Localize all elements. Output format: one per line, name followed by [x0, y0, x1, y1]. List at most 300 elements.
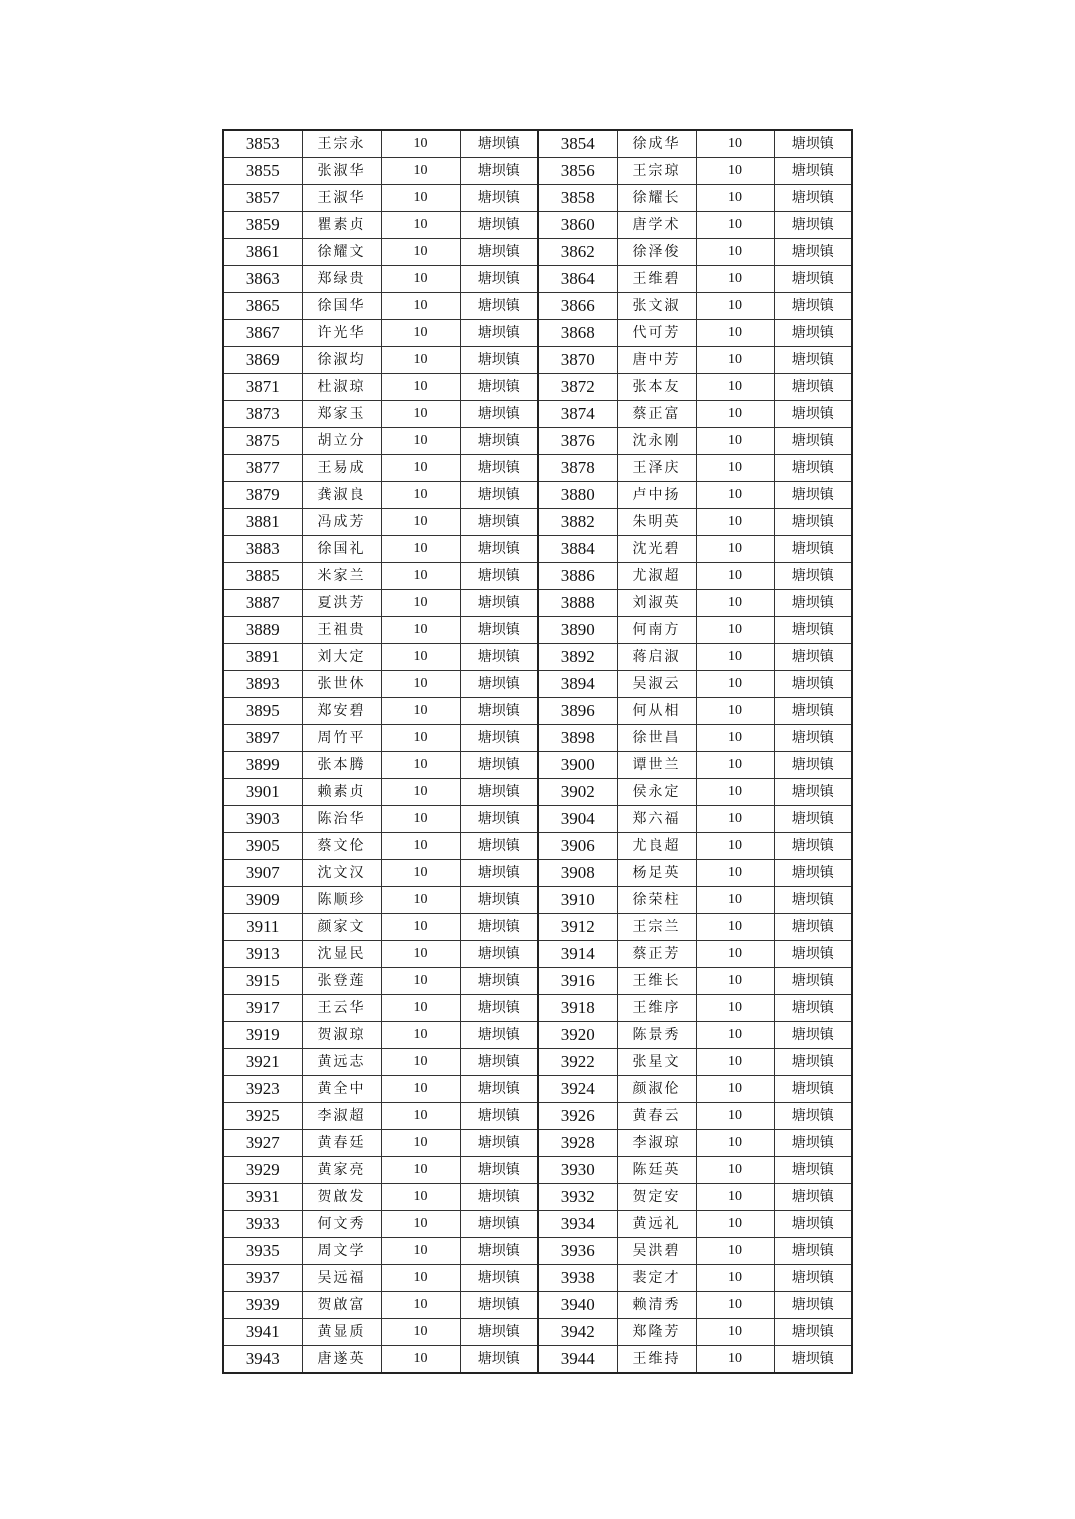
person-name-cell: 吴洪碧 [617, 1238, 696, 1265]
table-row [223, 428, 852, 455]
town-cell: 塘坝镇 [460, 1346, 538, 1374]
record-id-cell: 3932 [538, 1184, 617, 1211]
town-cell: 塘坝镇 [774, 725, 852, 752]
person-name-cell: 吴淑云 [617, 671, 696, 698]
person-name-cell: 冯成芳 [302, 509, 381, 536]
amount-cell: 10 [381, 130, 460, 158]
record-id-cell: 3857 [223, 185, 302, 212]
record-id-cell: 3921 [223, 1049, 302, 1076]
record-id-cell: 3909 [223, 887, 302, 914]
town-cell: 塘坝镇 [460, 698, 538, 725]
person-name-cell: 杜淑琼 [302, 374, 381, 401]
amount-cell: 10 [381, 509, 460, 536]
person-name-cell: 沈文汉 [302, 860, 381, 887]
town-cell: 塘坝镇 [460, 1265, 538, 1292]
amount-cell: 10 [696, 239, 774, 266]
town-cell: 塘坝镇 [774, 806, 852, 833]
amount-cell: 10 [381, 158, 460, 185]
person-name-cell: 颜淑伦 [617, 1076, 696, 1103]
table-row [223, 617, 852, 644]
amount-cell: 10 [696, 1184, 774, 1211]
record-id-cell: 3892 [538, 644, 617, 671]
town-cell: 塘坝镇 [774, 1076, 852, 1103]
table-row [223, 968, 852, 995]
table-row [223, 1022, 852, 1049]
town-cell: 塘坝镇 [460, 158, 538, 185]
amount-cell: 10 [381, 860, 460, 887]
record-id-cell: 3929 [223, 1157, 302, 1184]
record-id-cell: 3878 [538, 455, 617, 482]
town-cell: 塘坝镇 [774, 509, 852, 536]
person-name-cell: 沈显民 [302, 941, 381, 968]
town-cell: 塘坝镇 [774, 428, 852, 455]
town-cell: 塘坝镇 [460, 1238, 538, 1265]
table-row [223, 563, 852, 590]
table-row [223, 1292, 852, 1319]
table-row [223, 1265, 852, 1292]
record-id-cell: 3899 [223, 752, 302, 779]
record-id-cell: 3908 [538, 860, 617, 887]
town-cell: 塘坝镇 [774, 1346, 852, 1374]
record-id-cell: 3889 [223, 617, 302, 644]
record-id-cell: 3890 [538, 617, 617, 644]
record-id-cell: 3873 [223, 401, 302, 428]
record-id-cell: 3883 [223, 536, 302, 563]
record-id-cell: 3933 [223, 1211, 302, 1238]
table-row [223, 914, 852, 941]
town-cell: 塘坝镇 [460, 482, 538, 509]
town-cell: 塘坝镇 [774, 158, 852, 185]
record-id-cell: 3891 [223, 644, 302, 671]
record-id-cell: 3900 [538, 752, 617, 779]
amount-cell: 10 [696, 185, 774, 212]
record-id-cell: 3897 [223, 725, 302, 752]
amount-cell: 10 [381, 698, 460, 725]
town-cell: 塘坝镇 [774, 293, 852, 320]
amount-cell: 10 [696, 347, 774, 374]
record-id-cell: 3893 [223, 671, 302, 698]
person-name-cell: 朱明英 [617, 509, 696, 536]
amount-cell: 10 [696, 941, 774, 968]
town-cell: 塘坝镇 [460, 887, 538, 914]
town-cell: 塘坝镇 [774, 1049, 852, 1076]
amount-cell: 10 [381, 1265, 460, 1292]
record-id-cell: 3923 [223, 1076, 302, 1103]
person-name-cell: 沈光碧 [617, 536, 696, 563]
person-name-cell: 陈廷英 [617, 1157, 696, 1184]
person-name-cell: 尤淑超 [617, 563, 696, 590]
amount-cell: 10 [696, 130, 774, 158]
town-cell: 塘坝镇 [460, 428, 538, 455]
record-id-cell: 3905 [223, 833, 302, 860]
record-id-cell: 3907 [223, 860, 302, 887]
amount-cell: 10 [381, 617, 460, 644]
table-row [223, 482, 852, 509]
town-cell: 塘坝镇 [774, 887, 852, 914]
town-cell: 塘坝镇 [460, 293, 538, 320]
amount-cell: 10 [381, 455, 460, 482]
town-cell: 塘坝镇 [774, 1211, 852, 1238]
amount-cell: 10 [381, 1346, 460, 1374]
person-name-cell: 徐荣柱 [617, 887, 696, 914]
record-id-cell: 3927 [223, 1130, 302, 1157]
person-name-cell: 刘淑英 [617, 590, 696, 617]
amount-cell: 10 [381, 914, 460, 941]
town-cell: 塘坝镇 [460, 1319, 538, 1346]
person-name-cell: 蔡正芳 [617, 941, 696, 968]
town-cell: 塘坝镇 [774, 1238, 852, 1265]
table-row [223, 374, 852, 401]
town-cell: 塘坝镇 [460, 563, 538, 590]
person-name-cell: 黄全中 [302, 1076, 381, 1103]
town-cell: 塘坝镇 [774, 1157, 852, 1184]
town-cell: 塘坝镇 [460, 347, 538, 374]
town-cell: 塘坝镇 [774, 1130, 852, 1157]
person-name-cell: 王宗琼 [617, 158, 696, 185]
amount-cell: 10 [696, 1238, 774, 1265]
amount-cell: 10 [696, 671, 774, 698]
town-cell: 塘坝镇 [774, 266, 852, 293]
amount-cell: 10 [696, 698, 774, 725]
table-row [223, 1076, 852, 1103]
town-cell: 塘坝镇 [774, 130, 852, 158]
record-id-cell: 3898 [538, 725, 617, 752]
amount-cell: 10 [381, 806, 460, 833]
record-id-cell: 3941 [223, 1319, 302, 1346]
table-row [223, 1211, 852, 1238]
town-cell: 塘坝镇 [774, 671, 852, 698]
table-row [223, 590, 852, 617]
amount-cell: 10 [696, 1292, 774, 1319]
table-row [223, 644, 852, 671]
record-id-cell: 3939 [223, 1292, 302, 1319]
amount-cell: 10 [696, 725, 774, 752]
record-id-cell: 3926 [538, 1103, 617, 1130]
amount-cell: 10 [381, 536, 460, 563]
town-cell: 塘坝镇 [774, 1292, 852, 1319]
town-cell: 塘坝镇 [460, 644, 538, 671]
amount-cell: 10 [381, 428, 460, 455]
amount-cell: 10 [381, 725, 460, 752]
record-id-cell: 3867 [223, 320, 302, 347]
amount-cell: 10 [381, 590, 460, 617]
amount-cell: 10 [696, 995, 774, 1022]
person-name-cell: 李淑超 [302, 1103, 381, 1130]
person-name-cell: 龚淑良 [302, 482, 381, 509]
person-name-cell: 侯永定 [617, 779, 696, 806]
record-id-cell: 3919 [223, 1022, 302, 1049]
person-name-cell: 郑绿贵 [302, 266, 381, 293]
amount-cell: 10 [696, 1103, 774, 1130]
record-id-cell: 3914 [538, 941, 617, 968]
amount-cell: 10 [696, 833, 774, 860]
amount-cell: 10 [696, 752, 774, 779]
record-id-cell: 3913 [223, 941, 302, 968]
record-id-cell: 3856 [538, 158, 617, 185]
person-name-cell: 吴远福 [302, 1265, 381, 1292]
town-cell: 塘坝镇 [460, 1049, 538, 1076]
record-id-cell: 3863 [223, 266, 302, 293]
amount-cell: 10 [696, 1022, 774, 1049]
town-cell: 塘坝镇 [460, 509, 538, 536]
amount-cell: 10 [381, 1238, 460, 1265]
amount-cell: 10 [381, 1022, 460, 1049]
table-row [223, 941, 852, 968]
record-id-cell: 3918 [538, 995, 617, 1022]
record-id-cell: 3915 [223, 968, 302, 995]
amount-cell: 10 [696, 1265, 774, 1292]
amount-cell: 10 [381, 752, 460, 779]
record-id-cell: 3928 [538, 1130, 617, 1157]
record-id-cell: 3875 [223, 428, 302, 455]
record-id-cell: 3911 [223, 914, 302, 941]
person-name-cell: 王易成 [302, 455, 381, 482]
amount-cell: 10 [696, 1319, 774, 1346]
amount-cell: 10 [381, 293, 460, 320]
town-cell: 塘坝镇 [460, 130, 538, 158]
table-row [223, 266, 852, 293]
town-cell: 塘坝镇 [774, 995, 852, 1022]
person-name-cell: 周文学 [302, 1238, 381, 1265]
amount-cell: 10 [381, 320, 460, 347]
town-cell: 塘坝镇 [774, 779, 852, 806]
person-name-cell: 徐淑均 [302, 347, 381, 374]
record-id-cell: 3896 [538, 698, 617, 725]
town-cell: 塘坝镇 [774, 239, 852, 266]
amount-cell: 10 [696, 1211, 774, 1238]
roster-table [222, 129, 853, 1374]
table-row [223, 212, 852, 239]
amount-cell: 10 [381, 833, 460, 860]
person-name-cell: 黄远志 [302, 1049, 381, 1076]
record-id-cell: 3944 [538, 1346, 617, 1374]
amount-cell: 10 [696, 293, 774, 320]
town-cell: 塘坝镇 [460, 212, 538, 239]
record-id-cell: 3910 [538, 887, 617, 914]
record-id-cell: 3872 [538, 374, 617, 401]
amount-cell: 10 [381, 1319, 460, 1346]
town-cell: 塘坝镇 [774, 590, 852, 617]
town-cell: 塘坝镇 [460, 455, 538, 482]
table-row [223, 779, 852, 806]
town-cell: 塘坝镇 [774, 185, 852, 212]
person-name-cell: 代可芳 [617, 320, 696, 347]
person-name-cell: 张本友 [617, 374, 696, 401]
person-name-cell: 张星文 [617, 1049, 696, 1076]
person-name-cell: 郑隆芳 [617, 1319, 696, 1346]
roster-table-body [223, 130, 852, 1373]
table-row [223, 833, 852, 860]
person-name-cell: 李淑琼 [617, 1130, 696, 1157]
amount-cell: 10 [381, 1292, 460, 1319]
record-id-cell: 3870 [538, 347, 617, 374]
town-cell: 塘坝镇 [460, 1157, 538, 1184]
town-cell: 塘坝镇 [460, 995, 538, 1022]
table-row [223, 1103, 852, 1130]
town-cell: 塘坝镇 [460, 320, 538, 347]
record-id-cell: 3868 [538, 320, 617, 347]
amount-cell: 10 [381, 563, 460, 590]
person-name-cell: 贺定安 [617, 1184, 696, 1211]
amount-cell: 10 [381, 1076, 460, 1103]
town-cell: 塘坝镇 [460, 1076, 538, 1103]
person-name-cell: 胡立分 [302, 428, 381, 455]
town-cell: 塘坝镇 [460, 968, 538, 995]
amount-cell: 10 [696, 428, 774, 455]
amount-cell: 10 [381, 995, 460, 1022]
record-id-cell: 3912 [538, 914, 617, 941]
amount-cell: 10 [696, 1130, 774, 1157]
record-id-cell: 3874 [538, 401, 617, 428]
record-id-cell: 3904 [538, 806, 617, 833]
person-name-cell: 徐耀文 [302, 239, 381, 266]
amount-cell: 10 [381, 212, 460, 239]
record-id-cell: 3888 [538, 590, 617, 617]
table-row [223, 536, 852, 563]
record-id-cell: 3936 [538, 1238, 617, 1265]
record-id-cell: 3876 [538, 428, 617, 455]
town-cell: 塘坝镇 [460, 752, 538, 779]
person-name-cell: 徐国华 [302, 293, 381, 320]
town-cell: 塘坝镇 [774, 401, 852, 428]
amount-cell: 10 [696, 968, 774, 995]
amount-cell: 10 [696, 563, 774, 590]
town-cell: 塘坝镇 [774, 968, 852, 995]
amount-cell: 10 [696, 320, 774, 347]
table-row [223, 752, 852, 779]
amount-cell: 10 [696, 509, 774, 536]
table-row [223, 1346, 852, 1374]
amount-cell: 10 [696, 914, 774, 941]
amount-cell: 10 [381, 266, 460, 293]
table-row [223, 1049, 852, 1076]
amount-cell: 10 [381, 887, 460, 914]
amount-cell: 10 [381, 374, 460, 401]
amount-cell: 10 [381, 401, 460, 428]
record-id-cell: 3930 [538, 1157, 617, 1184]
amount-cell: 10 [696, 806, 774, 833]
town-cell: 塘坝镇 [774, 1265, 852, 1292]
table-row [223, 671, 852, 698]
person-name-cell: 唐中芳 [617, 347, 696, 374]
person-name-cell: 王淑华 [302, 185, 381, 212]
town-cell: 塘坝镇 [460, 941, 538, 968]
person-name-cell: 裴定才 [617, 1265, 696, 1292]
person-name-cell: 徐国礼 [302, 536, 381, 563]
person-name-cell: 谭世兰 [617, 752, 696, 779]
town-cell: 塘坝镇 [774, 941, 852, 968]
town-cell: 塘坝镇 [460, 914, 538, 941]
record-id-cell: 3879 [223, 482, 302, 509]
record-id-cell: 3937 [223, 1265, 302, 1292]
town-cell: 塘坝镇 [774, 455, 852, 482]
record-id-cell: 3917 [223, 995, 302, 1022]
amount-cell: 10 [381, 347, 460, 374]
record-id-cell: 3871 [223, 374, 302, 401]
person-name-cell: 尤良超 [617, 833, 696, 860]
record-id-cell: 3935 [223, 1238, 302, 1265]
amount-cell: 10 [381, 671, 460, 698]
record-id-cell: 3916 [538, 968, 617, 995]
person-name-cell: 贺淑琼 [302, 1022, 381, 1049]
table-row [223, 1157, 852, 1184]
person-name-cell: 徐世昌 [617, 725, 696, 752]
record-id-cell: 3925 [223, 1103, 302, 1130]
person-name-cell: 王云华 [302, 995, 381, 1022]
amount-cell: 10 [381, 482, 460, 509]
record-id-cell: 3860 [538, 212, 617, 239]
person-name-cell: 何从相 [617, 698, 696, 725]
amount-cell: 10 [381, 1103, 460, 1130]
table-row [223, 347, 852, 374]
person-name-cell: 王维碧 [617, 266, 696, 293]
record-id-cell: 3906 [538, 833, 617, 860]
town-cell: 塘坝镇 [460, 671, 538, 698]
amount-cell: 10 [381, 1184, 460, 1211]
person-name-cell: 张本腾 [302, 752, 381, 779]
person-name-cell: 何南方 [617, 617, 696, 644]
person-name-cell: 周竹平 [302, 725, 381, 752]
table-row [223, 1319, 852, 1346]
record-id-cell: 3901 [223, 779, 302, 806]
amount-cell: 10 [696, 401, 774, 428]
person-name-cell: 黄显质 [302, 1319, 381, 1346]
town-cell: 塘坝镇 [774, 320, 852, 347]
person-name-cell: 颜家文 [302, 914, 381, 941]
town-cell: 塘坝镇 [460, 806, 538, 833]
amount-cell: 10 [696, 1346, 774, 1374]
record-id-cell: 3853 [223, 130, 302, 158]
town-cell: 塘坝镇 [774, 1184, 852, 1211]
amount-cell: 10 [381, 239, 460, 266]
person-name-cell: 赖素贞 [302, 779, 381, 806]
person-name-cell: 郑六福 [617, 806, 696, 833]
person-name-cell: 张世休 [302, 671, 381, 698]
person-name-cell: 赖清秀 [617, 1292, 696, 1319]
town-cell: 塘坝镇 [460, 1184, 538, 1211]
record-id-cell: 3855 [223, 158, 302, 185]
record-id-cell: 3859 [223, 212, 302, 239]
record-id-cell: 3940 [538, 1292, 617, 1319]
town-cell: 塘坝镇 [774, 698, 852, 725]
town-cell: 塘坝镇 [460, 1130, 538, 1157]
amount-cell: 10 [381, 1157, 460, 1184]
amount-cell: 10 [696, 1157, 774, 1184]
record-id-cell: 3877 [223, 455, 302, 482]
amount-cell: 10 [381, 185, 460, 212]
person-name-cell: 王祖贵 [302, 617, 381, 644]
town-cell: 塘坝镇 [460, 833, 538, 860]
person-name-cell: 郑家玉 [302, 401, 381, 428]
table-row [223, 887, 852, 914]
record-id-cell: 3886 [538, 563, 617, 590]
town-cell: 塘坝镇 [774, 833, 852, 860]
record-id-cell: 3931 [223, 1184, 302, 1211]
town-cell: 塘坝镇 [774, 1103, 852, 1130]
town-cell: 塘坝镇 [774, 374, 852, 401]
person-name-cell: 瞿素贞 [302, 212, 381, 239]
person-name-cell: 许光华 [302, 320, 381, 347]
town-cell: 塘坝镇 [774, 212, 852, 239]
town-cell: 塘坝镇 [460, 725, 538, 752]
table-row [223, 1130, 852, 1157]
amount-cell: 10 [381, 644, 460, 671]
person-name-cell: 沈永刚 [617, 428, 696, 455]
person-name-cell: 徐成华 [617, 130, 696, 158]
amount-cell: 10 [696, 158, 774, 185]
amount-cell: 10 [696, 455, 774, 482]
person-name-cell: 米家兰 [302, 563, 381, 590]
